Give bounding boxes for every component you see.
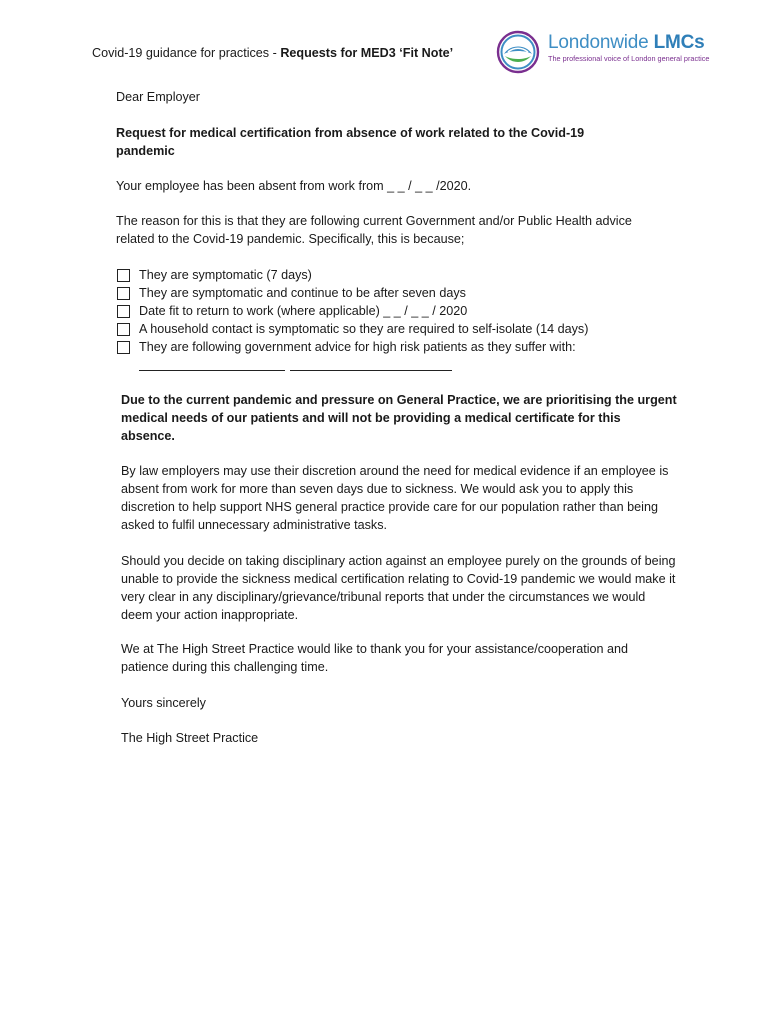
checklist-label: A household contact is symptomatic so they are required to self-isolate (14 days) [139,322,589,336]
salutation: Dear Employer [116,90,200,104]
disciplinary-paragraph: Should you decide on taking disciplinary action against an employee purely on the grounds of being unable to provide the sickness medical certification relating to Covid-19 pandemic we would make it very clear in any disciplinary/grievance/tribunal reports that under the circumstances we would deem your action inappropriate. [121,554,676,622]
checkbox[interactable] [117,341,130,354]
checklist-label: Date fit to return to work (where applicable) _ _ / _ _ / 2020 [139,304,468,318]
condition-blank-line-1[interactable] [139,370,285,371]
checkbox[interactable] [117,305,130,318]
letter-subject: Request for medical certification from absence of work related to the Covid-19 pandemic [116,126,585,158]
logo-name-prefix: Londonwide [548,32,654,53]
londonwide-lmcs-logo [496,30,716,74]
reason-checklist [117,266,677,356]
reason-intro: The reason for this is that they are following current Government and/or Public Health advice related to the Covid-19 pandemic. Specifically, this is because; [116,214,632,246]
checklist-item[interactable] [117,338,677,356]
document-header-title [92,44,453,62]
checklist-item[interactable] [117,320,677,338]
checklist-item[interactable] [117,266,677,284]
prioritising-notice: Due to the current pandemic and pressure on General Practice, we are prioritising the urgent medical needs of our patients and will not be providing a medical certificate for this absence. [121,393,677,443]
closing: Yours sincerely [121,696,206,710]
checklist-label: They are symptomatic (7 days) [139,268,312,282]
checkbox[interactable] [117,269,130,282]
checklist-label: They are symptomatic and continue to be after seven days [139,286,466,300]
checkbox[interactable] [117,323,130,336]
checklist-item[interactable] [117,284,677,302]
header-title-prefix: Covid-19 guidance for practices - [92,46,281,60]
thanks-paragraph: We at The High Street Practice would like to thank you for your assistance/cooperation and patience during this challenging time. [121,642,629,674]
checklist-item[interactable] [117,302,677,320]
signature: The High Street Practice [121,731,259,745]
checklist-label: They are following government advice for high risk patients as they suffer with: [139,340,576,354]
law-paragraph: By law employers may use their discretion around the need for medical evidence if an employee is absent from work for more than seven days due to sickness. We would ask you to apply this discretion to help support NHS general practice provide care for our population rather than being asked to fulfil unnecessary administrative tasks. [121,464,669,532]
condition-blank-line-2[interactable] [290,370,452,371]
header-title-bold: Requests for MED3 ‘Fit Note’ [280,46,454,60]
checkbox[interactable] [117,287,130,300]
logo-name-bold: LMCs [653,32,705,53]
logo-wordmark [548,32,704,54]
absence-line: Your employee has been absent from work from _ _ / _ _ /2020. [116,179,472,193]
logo-tagline: The professional voice of London general practice [548,54,710,63]
londonwide-logo-mark-icon [496,30,540,74]
